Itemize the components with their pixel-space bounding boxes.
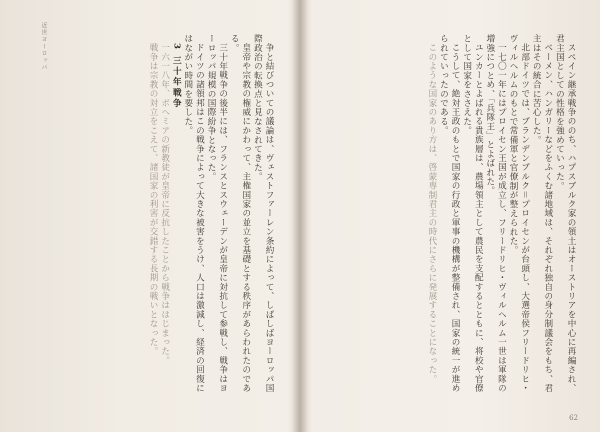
left-page-text bbox=[28, 34, 274, 396]
paragraph: このような国家のあり方は、啓蒙専制君主の時代にさらに発展することになった。 bbox=[426, 42, 437, 383]
paragraph: 皇帝や宗教の権威にかわって、主権国家の並立を基礎とする秩序があらわれたのである。 bbox=[229, 34, 251, 393]
page-number: 62 bbox=[569, 414, 578, 422]
paragraph: 戦争は宗教の対立をこえて、諸国家の利害が交錯する長期の戦いとなった。 bbox=[148, 42, 159, 356]
paragraph: 一六一八年、ボヘミアの新教徒が皇帝に反抗したことから戦争ははじまった。 bbox=[159, 42, 170, 365]
paragraph: 一七〇一年にはプロイセン王国が成立し、フリードリヒ・ヴィルヘルム一世は軍隊の増強につとめ、「兵隊王」とよばれた。 bbox=[484, 34, 507, 393]
paragraph: 争と結びついての議論は、ヴェストファーレン条約によって、しばしばヨーロッパ国際政治の転換点と見なされてきた。 bbox=[252, 34, 274, 393]
paragraph: スペイン継承戦争ののち、ハプスブルク家の領土はオーストリアを中心に再編され、君主国としての性格を強めていった。 bbox=[554, 34, 576, 393]
paragraph: ユンカーとよばれる貴族層は、農場領主として農民を支配するとともに、将校や官僚として国家をささえた。 bbox=[461, 34, 484, 393]
running-header: 近世ヨーロッパ bbox=[40, 22, 47, 71]
paragraph: 三十年戦争の後半には、フランスとスウェーデンが皇帝に対抗して参戦し、戦争はヨーロッパ規模の国際紛争となった。 bbox=[206, 34, 228, 393]
paragraph: 北部ドイツでは、ブランデンブルク＝プロイセンが台頭し、大選帝侯フリードリヒ・ヴィルヘルムのもとで常備軍と官僚制が整えられた。 bbox=[508, 34, 530, 393]
section-heading: 3 三十年戦争 bbox=[171, 42, 182, 109]
paragraph: こうして、絶対王政のもとで国家の行政と軍事の機構が整備され、国家の統一が進められていったのである。 bbox=[438, 34, 461, 393]
paragraph: ドイツの諸領邦はこの戦争によって大きな被害をうけ、人口は激減し、経済の回復にはながい時間を要した。 bbox=[182, 34, 205, 393]
right-page bbox=[300, 0, 600, 432]
paragraph: ベーメン、ハンガリーなどをふくむ諸地域は、それぞれ独自の身分制議会をもち、君主はその統合に苦心した。 bbox=[531, 34, 553, 393]
right-page-text bbox=[314, 34, 576, 396]
